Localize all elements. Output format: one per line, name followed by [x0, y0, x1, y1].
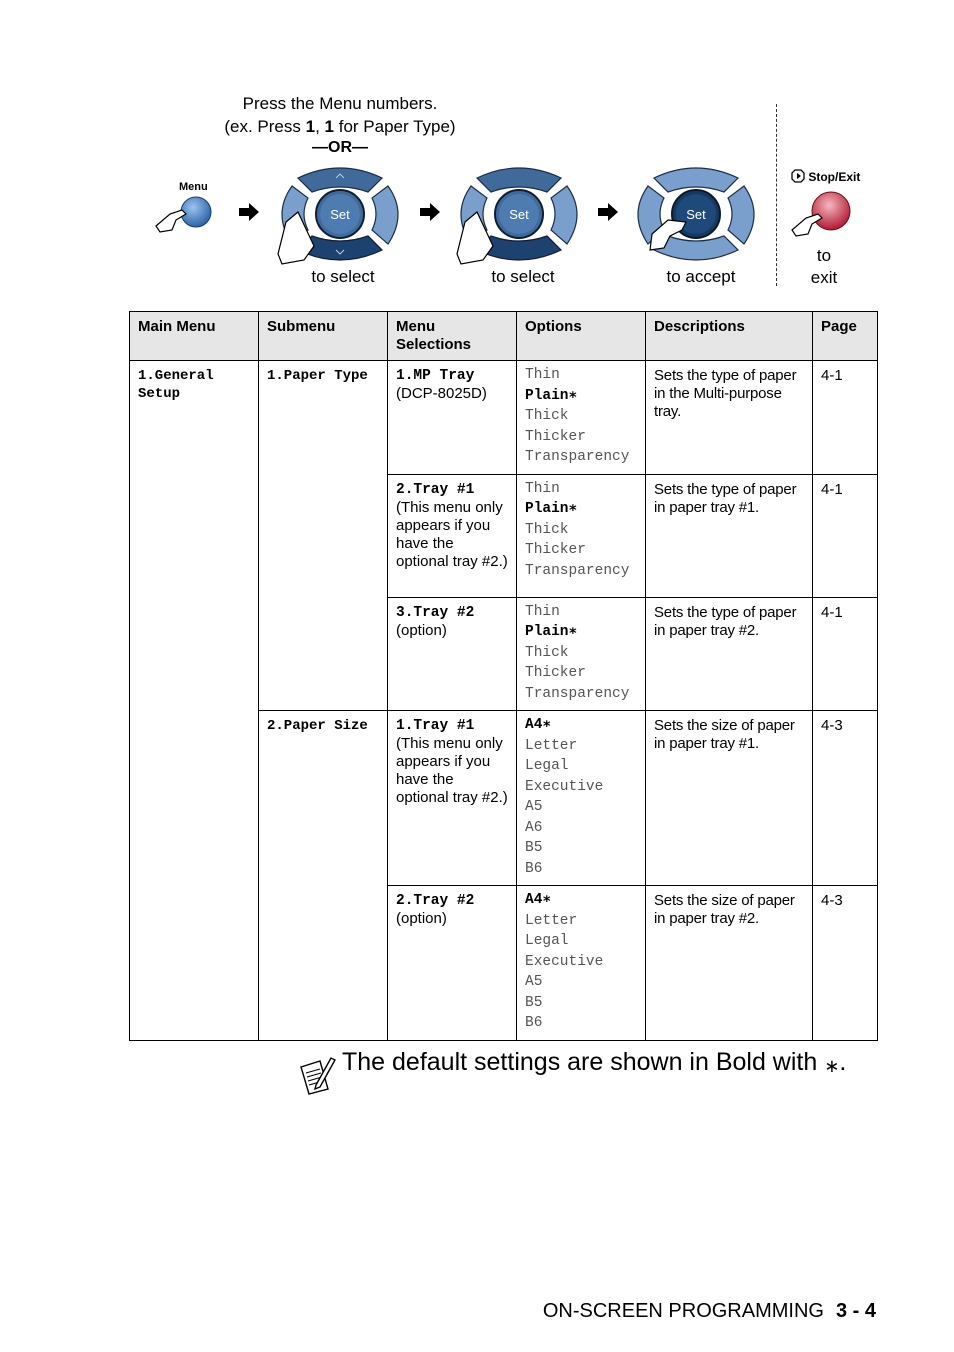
option-item: Thin: [525, 367, 560, 383]
option-item-default: A4∗: [525, 892, 552, 908]
option-item: A5: [525, 799, 543, 815]
page-cell: 4-3: [813, 711, 878, 886]
header-descriptions: Descriptions: [646, 312, 813, 361]
option-item: Transparency: [525, 449, 630, 465]
selection-cell: 1.Tray #1 (This menu only appears if you have the optional tray #2.): [388, 711, 517, 886]
options-cell: [517, 361, 646, 475]
caption-select-1: to select: [311, 267, 375, 286]
caption-exit: to exit: [810, 246, 838, 287]
description-cell: Sets the type of paper in the Multi-purpose tray.: [646, 361, 813, 475]
option-item: A6: [525, 819, 543, 836]
arrow-right-icon: [596, 201, 620, 223]
instructions: [180, 92, 500, 138]
svg-text:Set: Set: [686, 207, 706, 222]
selection-cell: 1.MP Tray (DCP-8025D): [388, 361, 517, 475]
footer-page-number: 3 - 4: [835, 1300, 876, 1322]
nav-pad-1[interactable]: [268, 164, 412, 268]
option-item: Letter: [525, 912, 578, 929]
stop-octagon-icon: [791, 169, 805, 183]
arrow-right-icon: [418, 201, 442, 223]
header-page: Page: [813, 312, 878, 361]
selection-cell: 2.Tray #2 (option): [388, 886, 517, 1041]
option-item: B6: [525, 1015, 543, 1031]
asterisk-symbol: ∗: [824, 1056, 840, 1077]
option-item: Transparency: [525, 685, 630, 702]
header-main-menu: Main Menu: [130, 312, 259, 361]
divider-dashed: [776, 104, 777, 286]
table-header-row: [130, 312, 878, 361]
option-item: Executive: [525, 778, 604, 795]
page-cell: 4-1: [813, 597, 878, 711]
option-item: Legal: [525, 758, 569, 774]
right-key: [372, 186, 398, 244]
header-submenu: Submenu: [259, 312, 388, 361]
selection-cell: 3.Tray #2 (option): [388, 597, 517, 711]
option-item: Thick: [525, 521, 569, 538]
option-item-default: A4∗: [525, 717, 552, 733]
option-item: Transparency: [525, 562, 630, 579]
menu-key-icon[interactable]: [152, 192, 216, 236]
option-item: B6: [525, 860, 543, 877]
arrow-right-icon: [237, 201, 261, 223]
up-key: [298, 168, 382, 192]
main-menu-cell: 1.General Setup: [130, 361, 259, 1041]
option-item-default: Plain∗: [525, 387, 578, 404]
option-item: Thick: [525, 408, 569, 424]
footer-section: ON-SCREEN PROGRAMMING: [542, 1300, 824, 1322]
option-item-default: Plain∗: [525, 624, 578, 640]
description-cell: Sets the type of paper in paper tray #1.: [646, 474, 813, 597]
option-item: Thin: [525, 603, 560, 620]
option-item: Letter: [525, 737, 578, 754]
nav-pad-2[interactable]: [447, 164, 591, 268]
menu-key-label: Menu: [179, 181, 208, 193]
option-item: Thicker: [525, 542, 586, 558]
table-row: [130, 361, 878, 475]
option-item-default: Plain∗: [525, 501, 578, 517]
menu-table: [129, 311, 878, 1041]
note-pencil-icon: [298, 1055, 336, 1095]
or-separator: —OR—: [312, 139, 368, 156]
instruction-line-2: (ex. Press 1, 1 for Paper Type): [224, 117, 456, 136]
page-cell: 4-3: [813, 886, 878, 1041]
page-footer: [543, 1300, 876, 1323]
svg-text:Set: Set: [330, 207, 350, 222]
submenu-cell: 1.Paper Type: [259, 361, 388, 711]
default-settings-note: The default settings are shown in Bold with ∗.: [342, 1048, 847, 1077]
finger-icon: [156, 210, 186, 232]
description-cell: Sets the size of paper in paper tray #2.: [646, 886, 813, 1041]
options-cell: [517, 597, 646, 711]
nav-pad-3[interactable]: [624, 164, 768, 268]
svg-text:Set: Set: [509, 207, 529, 222]
option-item: Thicker: [525, 428, 586, 445]
option-item: Thicker: [525, 665, 586, 681]
page-cell: 4-1: [813, 361, 878, 475]
stop-exit-key-icon[interactable]: [786, 190, 856, 240]
description-cell: Sets the type of paper in paper tray #2.: [646, 597, 813, 711]
option-item: Thin: [525, 480, 560, 497]
option-item: Legal: [525, 933, 569, 949]
header-menu-selections: Menu Selections: [388, 312, 517, 361]
option-item: Thick: [525, 644, 569, 661]
instruction-line-1: Press the Menu numbers.: [242, 94, 438, 113]
caption-select-2: to select: [491, 267, 555, 286]
submenu-cell: 2.Paper Size: [259, 711, 388, 1041]
selection-cell: 2.Tray #1 (This menu only appears if you have the optional tray #2.): [388, 474, 517, 597]
stop-exit-label: Stop/Exit: [791, 169, 860, 184]
page-cell: 4-1: [813, 474, 878, 597]
description-cell: Sets the size of paper in paper tray #1.: [646, 711, 813, 886]
caption-accept: to accept: [666, 267, 736, 286]
option-item: A5: [525, 974, 543, 990]
option-item: B5: [525, 994, 543, 1011]
options-cell: [517, 474, 646, 597]
options-cell: [517, 711, 646, 886]
options-cell: [517, 886, 646, 1041]
option-item: B5: [525, 840, 543, 856]
header-options: Options: [517, 312, 646, 361]
option-item: Executive: [525, 953, 604, 970]
